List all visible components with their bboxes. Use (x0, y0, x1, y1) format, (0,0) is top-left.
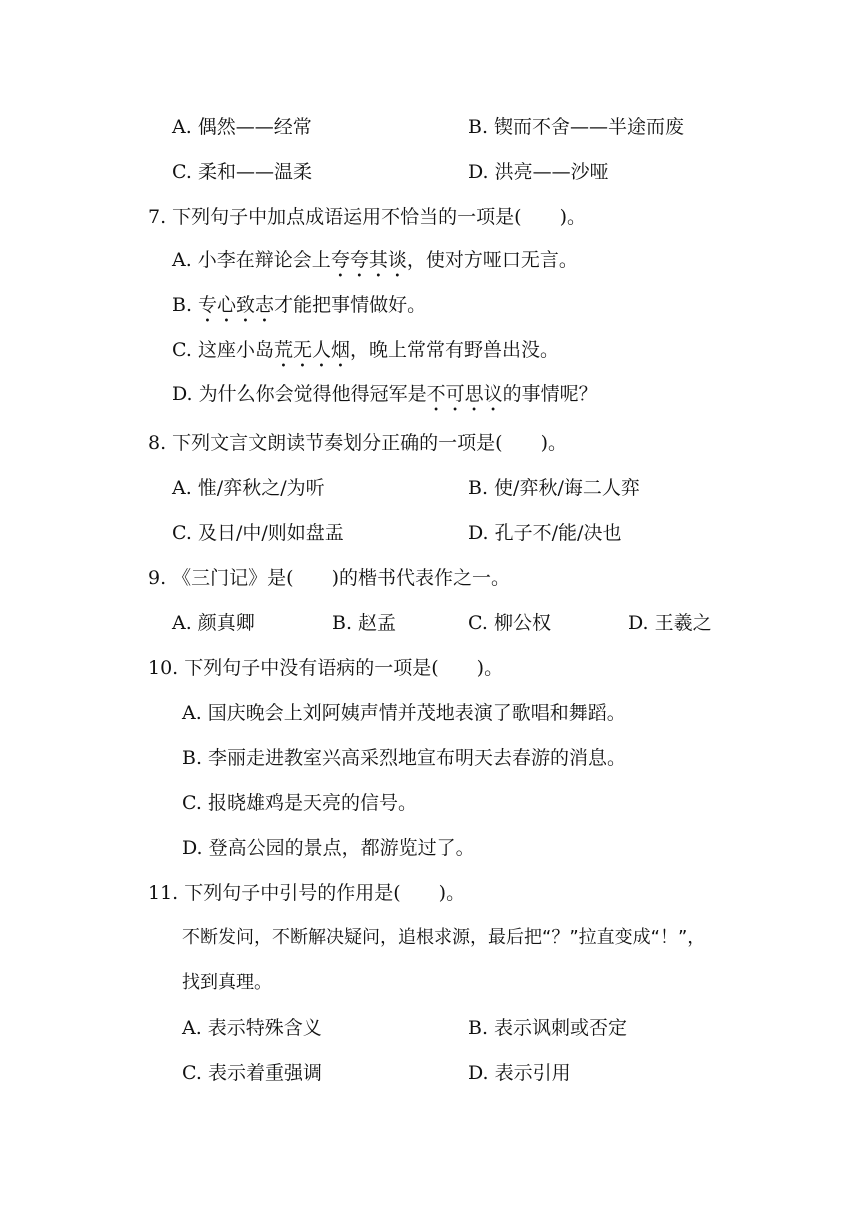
q9-option-d: D. 王羲之 (628, 612, 712, 634)
q7-b-text-before: B. (172, 294, 199, 316)
q7-a-dotted-idiom: 夸夸其谈 (330, 249, 407, 271)
q9-option-a: A. 颜真卿 (172, 612, 255, 634)
q6-option-d: D. 洪亮——沙哑 (468, 161, 609, 183)
q6-option-b: B. 锲而不舍——半途而废 (468, 116, 685, 138)
q7-option-b (172, 293, 426, 327)
q6-option-a: A. 偶然——经常 (172, 116, 312, 138)
q11-passage-line-1: 不断发问，不断解决疑问，追根求源，最后把“？”拉直变成“！”， (182, 927, 706, 948)
q10-option-a: A. 国庆晚会上刘阿姨声情并茂地表演了歌唱和舞蹈。 (182, 702, 626, 724)
q7-a-text-before: A. 小李在辩论会上 (172, 249, 331, 271)
q7-d-text-after: 的事情呢？ (502, 383, 598, 405)
q7-a-text-after: ，使对方哑口无言。 (406, 249, 578, 271)
q11-option-c: C. 表示着重强调 (182, 1062, 322, 1084)
q7-option-c (172, 338, 559, 372)
q7-c-text-before: C. 这座小岛 (172, 339, 274, 361)
q7-d-dotted-idiom: 不可思议 (426, 383, 503, 405)
q10-option-c: C. 报晓雄鸡是天亮的信号。 (182, 792, 417, 814)
q11-option-d: D. 表示引用 (468, 1062, 571, 1084)
q11-option-b: B. 表示讽刺或否定 (468, 1017, 628, 1039)
q9-option-c: C. 柳公权 (468, 612, 551, 634)
q7-c-dotted-idiom: 荒无人烟 (273, 339, 350, 361)
q8-option-c: C. 及日/中/则如盘盂 (172, 522, 344, 544)
q7-b-dotted-idiom: 专心致志 (198, 294, 275, 316)
q9-stem: 9. 《三门记》是( )的楷书代表作之一。 (148, 567, 510, 589)
q7-stem: 7. 下列句子中加点成语运用不恰当的一项是( )。 (148, 206, 586, 228)
q8-option-d: D. 孔子不/能/决也 (468, 522, 622, 544)
q7-b-text-after: 才能把事情做好。 (274, 294, 427, 316)
q10-option-d: D. 登高公园的景点，都游览过了。 (182, 837, 475, 859)
q11-stem: 11. 下列句子中引号的作用是( )。 (148, 882, 466, 904)
q9-option-b: B. 赵孟 (332, 612, 397, 634)
q11-passage-line-2: 找到真理。 (182, 972, 272, 993)
q7-option-a (172, 248, 578, 282)
q10-option-b: B. 李丽走进教室兴高采烈地宣布明天去春游的消息。 (182, 747, 627, 769)
q7-c-text-after: ，晚上常常有野兽出没。 (349, 339, 559, 361)
q6-option-c: C. 柔和——温柔 (172, 161, 312, 183)
q7-option-d (172, 382, 598, 416)
q8-stem: 8. 下列文言文朗读节奏划分正确的一项是( )。 (148, 432, 567, 454)
q8-option-b: B. 使/弈秋/诲二人弈 (468, 477, 640, 499)
q8-option-a: A. 惟/弈秋之/为听 (172, 477, 325, 499)
q7-d-text-before: D. 为什么你会觉得他得冠军是 (172, 383, 427, 405)
q10-stem: 10. 下列句子中没有语病的一项是( )。 (148, 657, 504, 679)
q11-option-a: A. 表示特殊含义 (182, 1017, 322, 1039)
